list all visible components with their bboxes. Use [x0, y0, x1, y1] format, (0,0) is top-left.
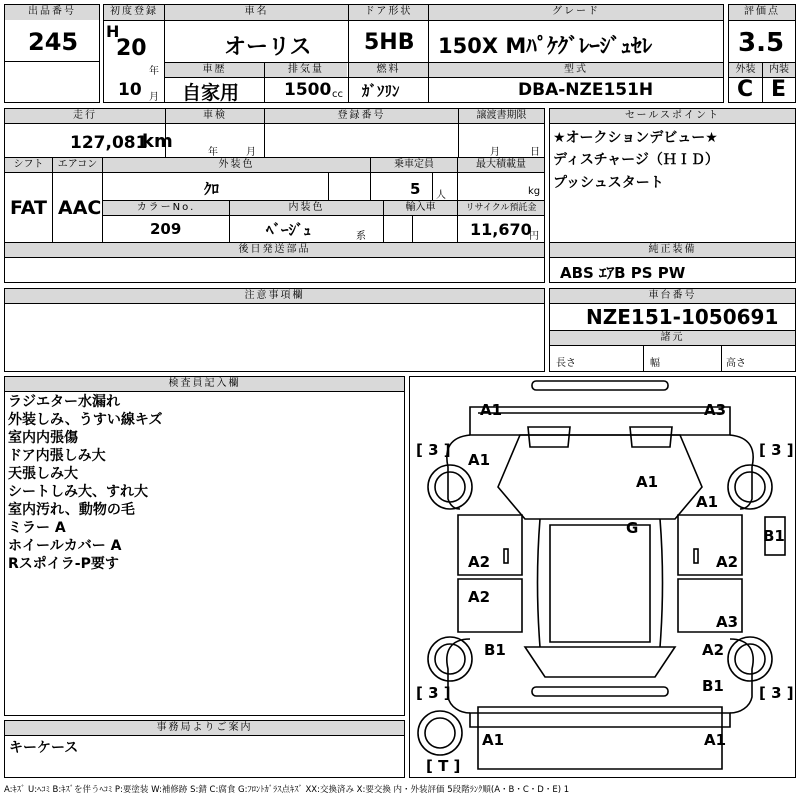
transfer-day-unit: 日 — [530, 147, 540, 158]
ac: AAC — [58, 197, 102, 219]
tire-depth: [ 3 ] — [416, 684, 451, 702]
car-name: オーリス — [224, 35, 312, 60]
color-no-label: カラーNo. — [103, 201, 229, 215]
capacity: 5 — [410, 180, 421, 198]
rear-glass-shape — [525, 647, 675, 677]
notes-label: 注意事項欄 — [5, 289, 544, 303]
mileage-unit: km — [142, 131, 173, 152]
sales-point-line: プッシュスタート — [553, 175, 664, 191]
fuel: ｶﾞｿﾘﾝ — [362, 82, 400, 100]
damage-mark: A2 — [716, 553, 739, 571]
ac-label: エアコン — [53, 158, 102, 172]
recycle-label: リサイクル預託金 — [458, 201, 544, 215]
mileage-label: 走行 — [5, 109, 165, 123]
tire-depth: [ 3 ] — [416, 441, 451, 459]
equipment-label: 純正装備 — [550, 243, 795, 257]
transfer-month-unit: 月 — [490, 147, 500, 158]
shift-label: シフト — [5, 158, 52, 172]
interior-label: 内装 — [763, 63, 795, 77]
recycle-unit: 円 — [529, 231, 539, 242]
exterior-grade: C — [737, 77, 754, 102]
capacity-label: 乗車定員 — [371, 158, 457, 172]
model-label: 型式 — [429, 63, 723, 77]
inspector-note: ドア内張しみ大 — [8, 448, 106, 464]
sales-points-label: セールスポイント — [550, 109, 795, 123]
transfer-label: 譲渡書期限 — [459, 109, 544, 123]
import-label: 輸入車 — [384, 201, 457, 215]
inspector-note: Rスポイラ-P要す — [8, 556, 119, 572]
reg-no-label: 登録番号 — [265, 109, 458, 123]
month-unit: 月 — [149, 92, 159, 103]
grade-label: グレード — [429, 5, 723, 20]
score: 3.5 — [738, 28, 785, 58]
ext-color-label: 外装色 — [103, 158, 370, 172]
displacement-unit: cc — [332, 89, 343, 100]
reg-month: 10 — [118, 80, 142, 100]
lot-no-label: 出品番号 — [5, 5, 99, 20]
office-note: キーケース — [9, 740, 79, 756]
inspector-label: 検査員記入欄 — [5, 377, 404, 391]
damage-mark: B1 — [702, 677, 724, 695]
color-no: 209 — [150, 220, 182, 238]
damage-mark: A1 — [482, 731, 505, 749]
interior-grade: E — [771, 77, 787, 102]
damage-mark: A2 — [468, 588, 491, 606]
height-label: 高さ — [726, 358, 746, 369]
roof-shape — [550, 525, 650, 642]
car-name-label: 車名 — [165, 5, 348, 20]
door-label: ドア形状 — [349, 5, 428, 20]
inspector-note: 室内内張傷 — [8, 430, 78, 446]
exterior-label: 外装 — [729, 63, 762, 77]
model: DBA-NZE151H — [518, 80, 654, 100]
tire-depth: [ 3 ] — [759, 441, 794, 459]
rear-panel-shape — [478, 707, 722, 769]
car-diagram — [410, 377, 795, 777]
score-label: 評価点 — [729, 5, 795, 20]
lot-no: 245 — [28, 28, 79, 56]
insp-month-unit: 月 — [246, 147, 256, 158]
int-color-unit: 系 — [356, 231, 366, 242]
rear-bumper-shape — [532, 687, 668, 696]
tire-depth: [ 3 ] — [759, 684, 794, 702]
damage-diagram-box — [409, 376, 796, 778]
insp-year-unit: 年 — [208, 147, 218, 158]
width-label: 幅 — [650, 358, 660, 369]
first-reg-label: 初度登録 — [104, 5, 164, 20]
grade: 150X Mﾊﾟｹｸﾞﾚｰｼﾞｭｾﾚ — [438, 34, 653, 58]
right-rear-fender — [730, 639, 753, 713]
damage-mark: B1 — [484, 641, 506, 659]
year-unit: 年 — [149, 66, 159, 77]
damage-mark: A1 — [468, 451, 491, 469]
fuel-label: 燃料 — [349, 63, 428, 77]
damage-mark: A3 — [716, 613, 739, 631]
inspector-note: ミラー A — [8, 520, 66, 536]
chassis-number: NZE151-1050691 — [586, 305, 779, 329]
inspector-notes — [8, 393, 163, 573]
specs-label: 諸元 — [550, 331, 795, 345]
damage-mark: A1 — [704, 731, 727, 749]
inspection-label: 車検 — [166, 109, 264, 123]
ext-color: ｸﾛ — [204, 180, 220, 198]
damage-mark: A2 — [468, 553, 491, 571]
inspector-note: シートしみ大、すれ大 — [8, 484, 148, 500]
hood-front-shape — [470, 407, 730, 435]
load-label: 最大積載量 — [458, 158, 544, 172]
damage-mark: A3 — [704, 401, 727, 419]
inspector-note: ラジエター水漏れ — [8, 394, 120, 410]
length-label: 長さ — [556, 358, 576, 369]
chassis-label: 車台番号 — [550, 289, 795, 303]
shift: FAT — [10, 197, 47, 219]
windshield-shape — [498, 435, 702, 519]
office-label: 事務局よりご案内 — [5, 721, 404, 735]
sales-point-line: ディスチャージ（ＨＩＤ） — [553, 152, 719, 168]
inspector-note: 室内汚れ、動物の毛 — [8, 502, 135, 518]
inspector-note: 天張しみ大 — [8, 466, 78, 482]
int-color-label: 内装色 — [230, 201, 383, 215]
int-color: ﾍﾞｰｼﾞｭ — [266, 221, 312, 239]
displacement-label: 排気量 — [265, 63, 347, 77]
damage-mark: A2 — [702, 641, 725, 659]
door-type: 5HB — [364, 30, 415, 55]
history: 自家用 — [182, 82, 240, 104]
sales-point-line: ★オークションデビュー★ — [553, 130, 718, 146]
mileage: 127,081 — [70, 133, 148, 153]
damage-mark: A1 — [480, 401, 503, 419]
tailgate-shape — [470, 713, 730, 727]
capacity-unit: 人 — [436, 190, 446, 201]
recycle-fee: 11,670 — [470, 220, 532, 239]
inspector-note: ホイールカバー A — [8, 538, 122, 554]
era: H — [106, 22, 120, 41]
tire-depth: [ T ] — [426, 757, 461, 775]
displacement: 1500 — [284, 80, 332, 100]
equipment: ABS ｴｱB PS PW — [560, 264, 686, 282]
damage-mark: G — [626, 519, 639, 537]
inspector-note: 外装しみ、うすい線キズ — [8, 412, 163, 428]
damage-mark: A1 — [636, 473, 659, 491]
damage-mark: B1 — [763, 527, 785, 545]
history-label: 車歴 — [165, 63, 264, 77]
reg-year: 20 — [116, 36, 147, 61]
later-parts-label: 後日発送部品 — [5, 243, 544, 257]
load-unit: kg — [528, 186, 541, 197]
legend: A:ｷｽﾞ U:ﾍｺﾐ B:ｷｽﾞを伴うﾍｺﾐ P:要塗装 W:補修跡 S:錆 C:腐食 G:ﾌﾛﾝﾄｶﾞﾗｽ点ｷｽﾞ XX:交換済み X:要交換 内・外装評価 5段階ﾗﾝｸ順(A・B・C・D・E) 1 — [4, 785, 570, 795]
front-bumper-shape — [532, 381, 668, 390]
damage-mark: A1 — [696, 493, 719, 511]
